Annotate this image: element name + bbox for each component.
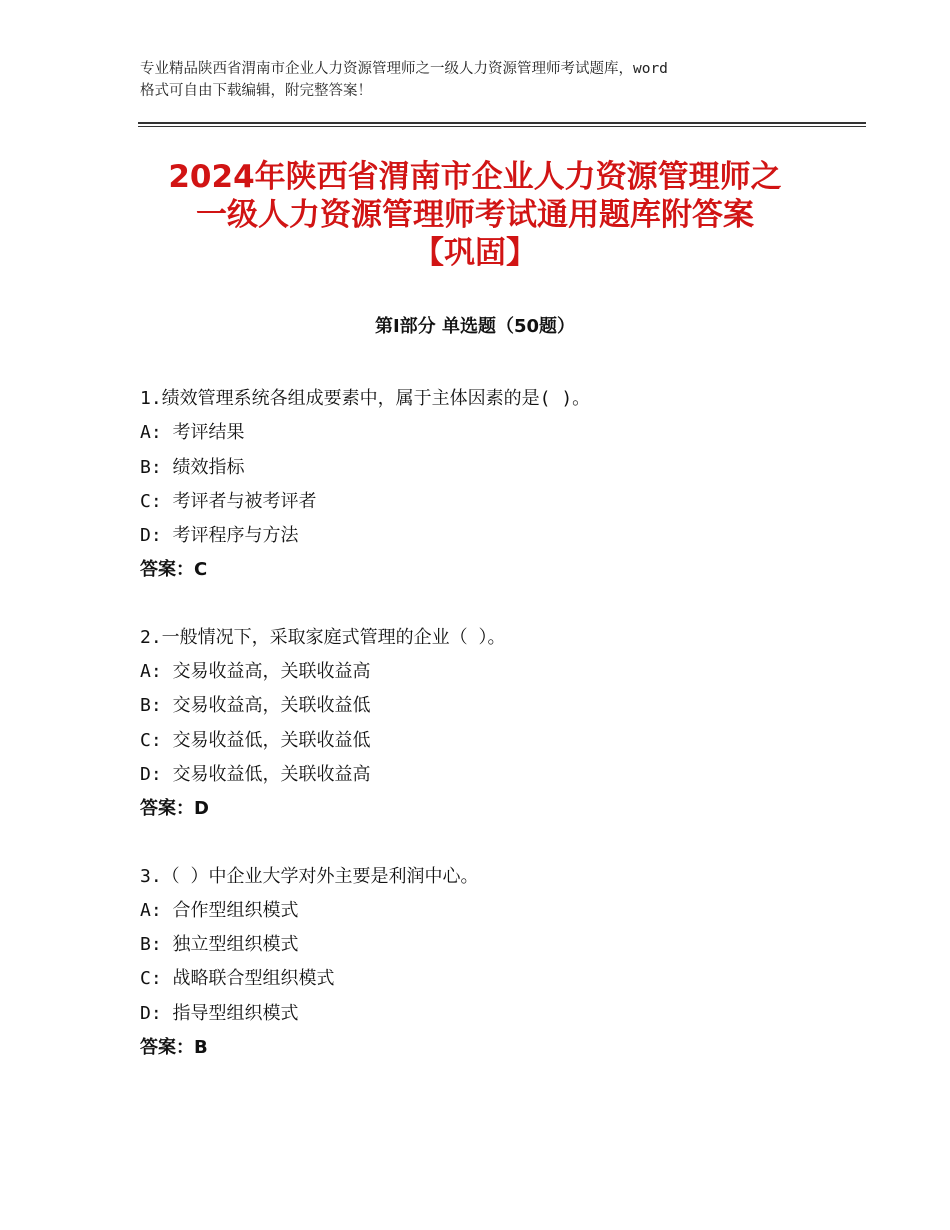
question-stem: 3.（ ）中企业大学对外主要是利润中心。: [140, 865, 479, 887]
answer-line: 答案：D: [140, 798, 209, 820]
option-d: D: 指导型组织模式: [140, 1002, 299, 1024]
option-b: B: 交易收益高，关联收益低: [140, 695, 371, 717]
option-b: B: 独立型组织模式: [140, 934, 299, 956]
option-c: C: 战略联合型组织模式: [140, 968, 335, 990]
document-title: [100, 158, 850, 272]
question-1: [140, 382, 840, 588]
section-heading: 第Ⅰ部分 单选题（50题）: [374, 316, 575, 337]
document-title-line-3: 【巩固】: [413, 235, 537, 271]
question-2: [140, 621, 840, 827]
question-stem: 1.绩效管理系统各组成要素中，属于主体因素的是( )。: [140, 388, 591, 409]
option-c: C: 交易收益低，关联收益低: [140, 729, 371, 751]
option-d: D: 考评程序与方法: [140, 525, 299, 547]
header-note-line-1: 专业精品陕西省渭南市企业人力资源管理师之一级人力资源管理师考试题库，word: [140, 61, 668, 77]
header-note: [140, 58, 830, 102]
question-list: [140, 382, 840, 1098]
header-note-line-2: 格式可自由下载编辑，附完整答案！: [140, 83, 372, 99]
document-title-line-2: 一级人力资源管理师考试通用题库附答案: [196, 197, 754, 233]
answer-line: 答案：B: [140, 1037, 208, 1059]
option-b: B: 绩效指标: [140, 456, 245, 478]
header-divider-thin: [138, 126, 866, 127]
answer-line: 答案：C: [140, 559, 208, 581]
option-a: A: 交易收益高，关联收益高: [140, 661, 371, 683]
option-c: C: 考评者与被考评者: [140, 490, 317, 512]
option-a: A: 合作型组织模式: [140, 899, 299, 921]
header-divider-thick: [138, 122, 866, 124]
question-stem: 2.一般情况下，采取家庭式管理的企业（ ）。: [140, 626, 506, 648]
option-a: A: 考评结果: [140, 422, 245, 444]
option-d: D: 交易收益低，关联收益高: [140, 763, 371, 785]
question-3: [140, 860, 840, 1066]
document-title-line-1: 2024年陕西省渭南市企业人力资源管理师之: [168, 159, 782, 195]
